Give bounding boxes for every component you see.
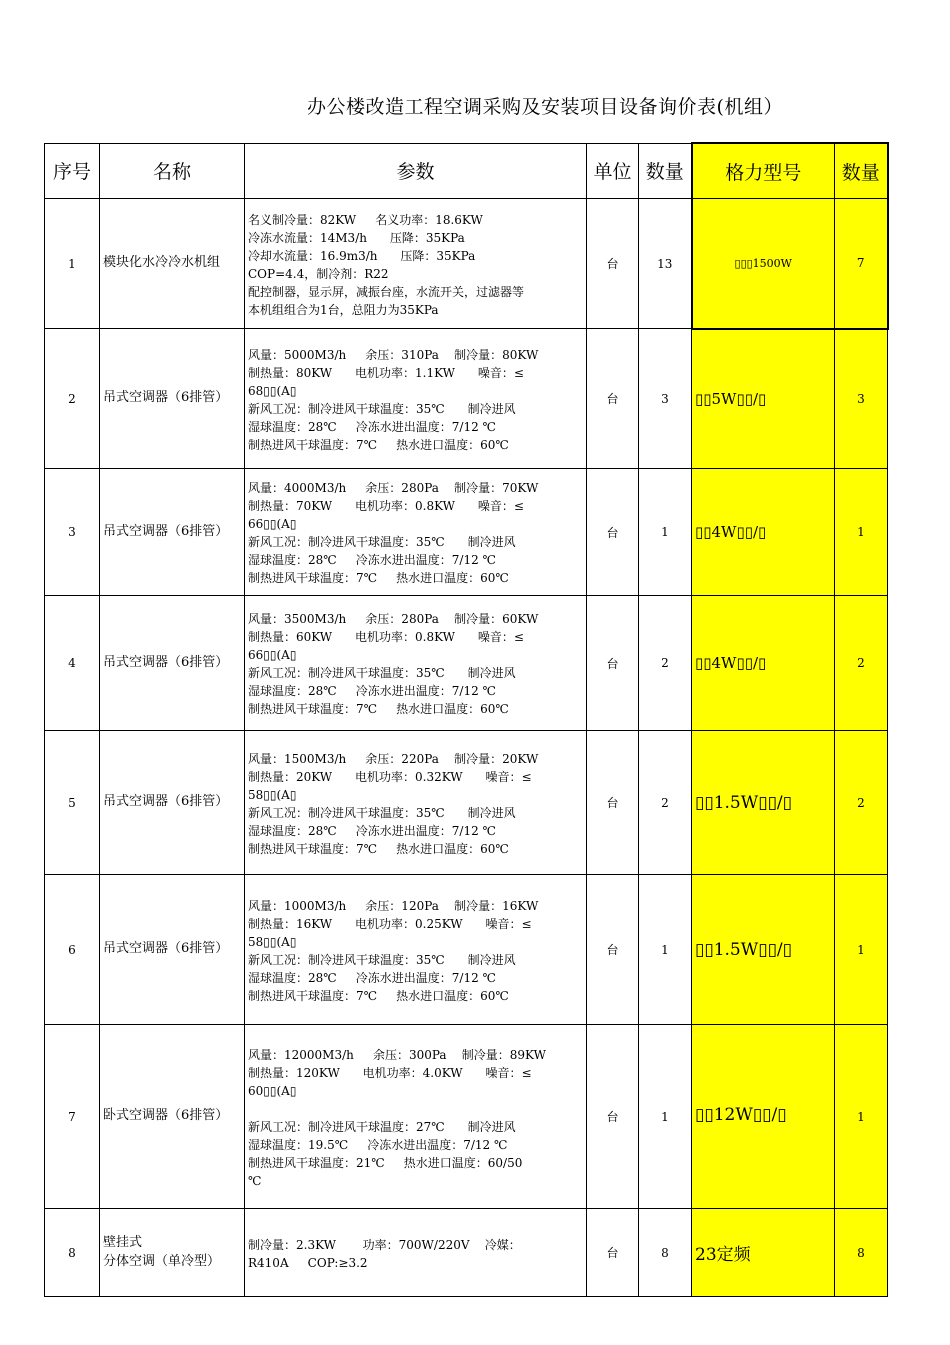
row-gree-model: ▯▯1.5W▯▯/▯ [692,875,835,1025]
row-gree-qty: 2 [835,596,888,731]
page-title: 办公楼改造工程空调采购及安装项目设备询价表(机组） [307,96,783,118]
row-unit: 台 [587,1209,639,1297]
header-params: 参数 [245,143,587,199]
table-row [45,875,888,1025]
quotation-table [44,142,889,1297]
row-unit: 台 [587,1025,639,1209]
row-gree-qty: 7 [835,199,888,329]
table-row [45,1209,888,1297]
row-gree-qty: 1 [835,469,888,596]
row-gree-qty: 8 [835,1209,888,1297]
row-unit: 台 [587,329,639,469]
header-name: 名称 [100,143,245,199]
row-qty: 1 [639,1025,692,1209]
row-name: 吊式空调器（6排管） [100,875,245,1025]
header-row [45,143,888,199]
row-gree-model: ▯▯1.5W▯▯/▯ [692,731,835,875]
row-params: 风量：4000M3/h 余压：280Pa 制冷量：70KW 制热量：70KW 电机功率：0.8KW 噪音：≤ 66▯▯(A▯ 新风工况：制冷进风干球温度：35℃ 制冷进风 湿球温度：28℃ 冷冻水进出温度：7/12 ℃ 制热进风干球温度：7℃ 热水进口温度：60℃ [245,469,587,596]
row-params: 风量：1000M3/h 余压：120Pa 制冷量：16KW 制热量：16KW 电机功率：0.25KW 噪音：≤ 58▯▯(A▯ 新风工况：制冷进风干球温度：35℃ 制冷进风 湿球温度：28℃ 冷冻水进出温度：7/12 ℃ 制热进风干球温度：7℃ 热水进口温度：60℃ [245,875,587,1025]
table-row [45,329,888,469]
row-qty: 1 [639,875,692,1025]
row-params: 风量：12000M3/h 余压：300Pa 制冷量：89KW 制热量：120KW 电机功率：4.0KW 噪音：≤ 60▯▯(A▯ 新风工况：制冷进风干球温度：27℃ 制冷进风 湿球温度：19.5℃ 冷冻水进出温度：7/12 ℃ 制热进风干球温度：21℃ 热水进口温度：60/50 ℃ [245,1025,587,1209]
row-params: 制冷量：2.3KW 功率：700W/220V 冷媒： R410A COP:≥3.2 [245,1209,587,1297]
row-seq: 5 [45,731,100,875]
row-params: 名义制冷量：82KW 名义功率：18.6KW 冷冻水流量：14M3/h 压降：35KPa 冷却水流量：16.9m3/h 压降：35KPa COP=4.4，制冷剂：R22 配控制器，显示屏，减振台座，水流开关，过滤器等 本机组组合为1台，总阻力为35KPa [245,199,587,329]
row-qty: 2 [639,731,692,875]
header-gree-qty: 数量 [835,143,888,199]
row-name: 壁挂式 分体空调（单冷型） [100,1209,245,1297]
row-qty: 3 [639,329,692,469]
row-gree-model: ▯▯12W▯▯/▯ [692,1025,835,1209]
table-row [45,596,888,731]
header-gree-model: 格力型号 [692,143,835,199]
row-name: 模块化水冷冷水机组 [100,199,245,329]
row-params: 风量：3500M3/h 余压：280Pa 制冷量：60KW 制热量：60KW 电机功率：0.8KW 噪音：≤ 66▯▯(A▯ 新风工况：制冷进风干球温度：35℃ 制冷进风 湿球温度：28℃ 冷冻水进出温度：7/12 ℃ 制热进风干球温度：7℃ 热水进口温度：60℃ [245,596,587,731]
row-unit: 台 [587,731,639,875]
row-seq: 4 [45,596,100,731]
row-name: 吊式空调器（6排管） [100,329,245,469]
row-qty: 13 [639,199,692,329]
table-row [45,731,888,875]
row-seq: 1 [45,199,100,329]
row-seq: 8 [45,1209,100,1297]
row-unit: 台 [587,596,639,731]
row-qty: 8 [639,1209,692,1297]
row-params: 风量：1500M3/h 余压：220Pa 制冷量：20KW 制热量：20KW 电机功率：0.32KW 噪音：≤ 58▯▯(A▯ 新风工况：制冷进风干球温度：35℃ 制冷进风 湿球温度：28℃ 冷冻水进出温度：7/12 ℃ 制热进风干球温度：7℃ 热水进口温度：60℃ [245,731,587,875]
row-unit: 台 [587,199,639,329]
row-gree-model: ▯▯5W▯▯/▯ [692,329,835,469]
header-unit: 单位 [587,143,639,199]
row-seq: 3 [45,469,100,596]
row-gree-qty: 1 [835,1025,888,1209]
row-name: 吊式空调器（6排管） [100,731,245,875]
row-gree-qty: 1 [835,875,888,1025]
row-seq: 7 [45,1025,100,1209]
row-name: 吊式空调器（6排管） [100,596,245,731]
row-qty: 1 [639,469,692,596]
row-params: 风量：5000M3/h 余压：310Pa 制冷量：80KW 制热量：80KW 电机功率：1.1KW 噪音：≤ 68▯▯(A▯ 新风工况：制冷进风干球温度：35℃ 制冷进风 湿球温度：28℃ 冷冻水进出温度：7/12 ℃ 制热进风干球温度：7℃ 热水进口温度：60℃ [245,329,587,469]
row-gree-model: ▯▯4W▯▯/▯ [692,596,835,731]
row-unit: 台 [587,469,639,596]
row-gree-model: ▯▯4W▯▯/▯ [692,469,835,596]
row-unit: 台 [587,875,639,1025]
header-seq: 序号 [45,143,100,199]
row-name: 卧式空调器（6排管） [100,1025,245,1209]
row-gree-model: ▯▯▯1500W [692,199,835,329]
header-qty: 数量 [639,143,692,199]
table-row [45,469,888,596]
table-row [45,1025,888,1209]
table-row [45,199,888,329]
row-qty: 2 [639,596,692,731]
row-seq: 2 [45,329,100,469]
row-gree-qty: 3 [835,329,888,469]
row-seq: 6 [45,875,100,1025]
row-name: 吊式空调器（6排管） [100,469,245,596]
row-gree-qty: 2 [835,731,888,875]
row-gree-model: 23定频 [692,1209,835,1297]
